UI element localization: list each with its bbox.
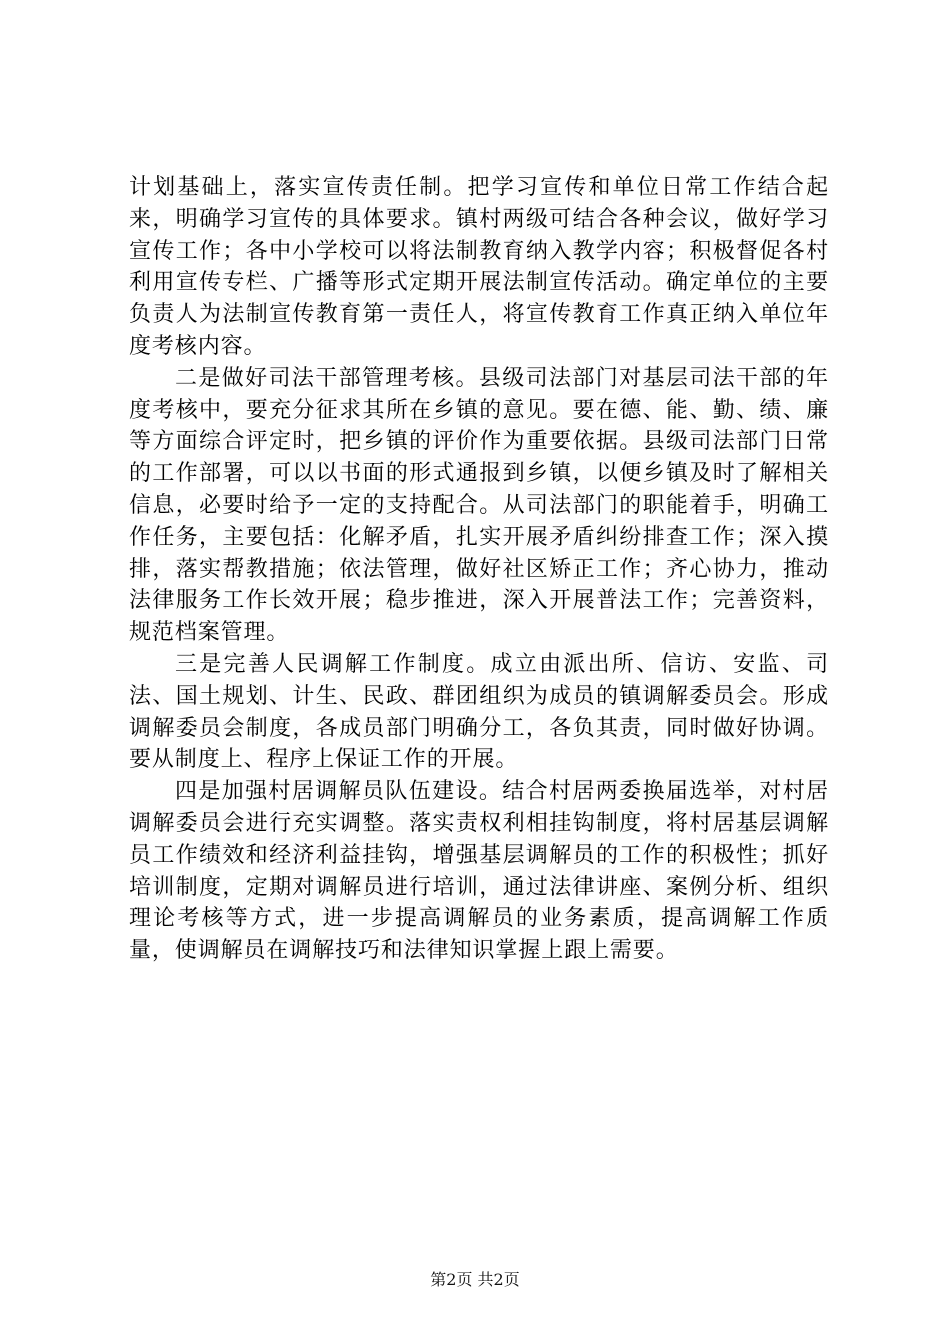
paragraph-1: 计划基础上，落实宣传责任制。把学习宣传和单位日常工作结合起来，明确学习宣传的具体要求。镇村两级可结合各种会议，做好学习宣传工作；各中小学校可以将法制教育纳入教学内容；积极督促各村利用宣传专栏、广播等形式定期开展法制宣传活动。确定单位的主要负责人为法制宣传教育第一责任人，将宣传教育工作真正纳入单位年度考核内容。 bbox=[129, 175, 829, 359]
page-footer: 第2页 共2页 bbox=[430, 1270, 520, 1289]
document-body bbox=[129, 172, 829, 967]
paragraph-4: 四是加强村居调解员队伍建设。结合村居两委换届选举，对村居调解委员会进行充实调整。落实责权利相挂钩制度，将村居基层调解员工作绩效和经济利益挂钩，增强基层调解员的工作的积极性；抓好培训制度，定期对调解员进行培训，通过法律讲座、案例分析、组织理论考核等方式，进一步提高调解员的业务素质，提高调解工作质量，使调解员在调解技巧和法律知识掌握上跟上需要。 bbox=[129, 779, 829, 964]
paragraph-3: 三是完善人民调解工作制度。成立由派出所、信访、安监、司法、国土规划、计生、民政、群团组织为成员的镇调解委员会。形成调解委员会制度，各成员部门明确分工，各负其责，同时做好协调。要从制度上、程序上保证工作的开展。 bbox=[129, 651, 829, 773]
paragraph-2: 二是做好司法干部管理考核。县级司法部门对基层司法干部的年度考核中，要充分征求其所在乡镇的意见。要在德、能、勤、绩、廉等方面综合评定时，把乡镇的评价作为重要依据。县级司法部门日常的工作部署，可以以书面的形式通报到乡镇，以便乡镇及时了解相关信息，必要时给予一定的支持配合。从司法部门的职能着手，明确工作任务，主要包括：化解矛盾，扎实开展矛盾纠纷排查工作；深入摸排，落实帮教措施；依法管理，做好社区矫正工作；齐心协力，推动法律服务工作长效开展；稳步推进，深入开展普法工作；完善资料，规范档案管理。 bbox=[129, 365, 829, 646]
